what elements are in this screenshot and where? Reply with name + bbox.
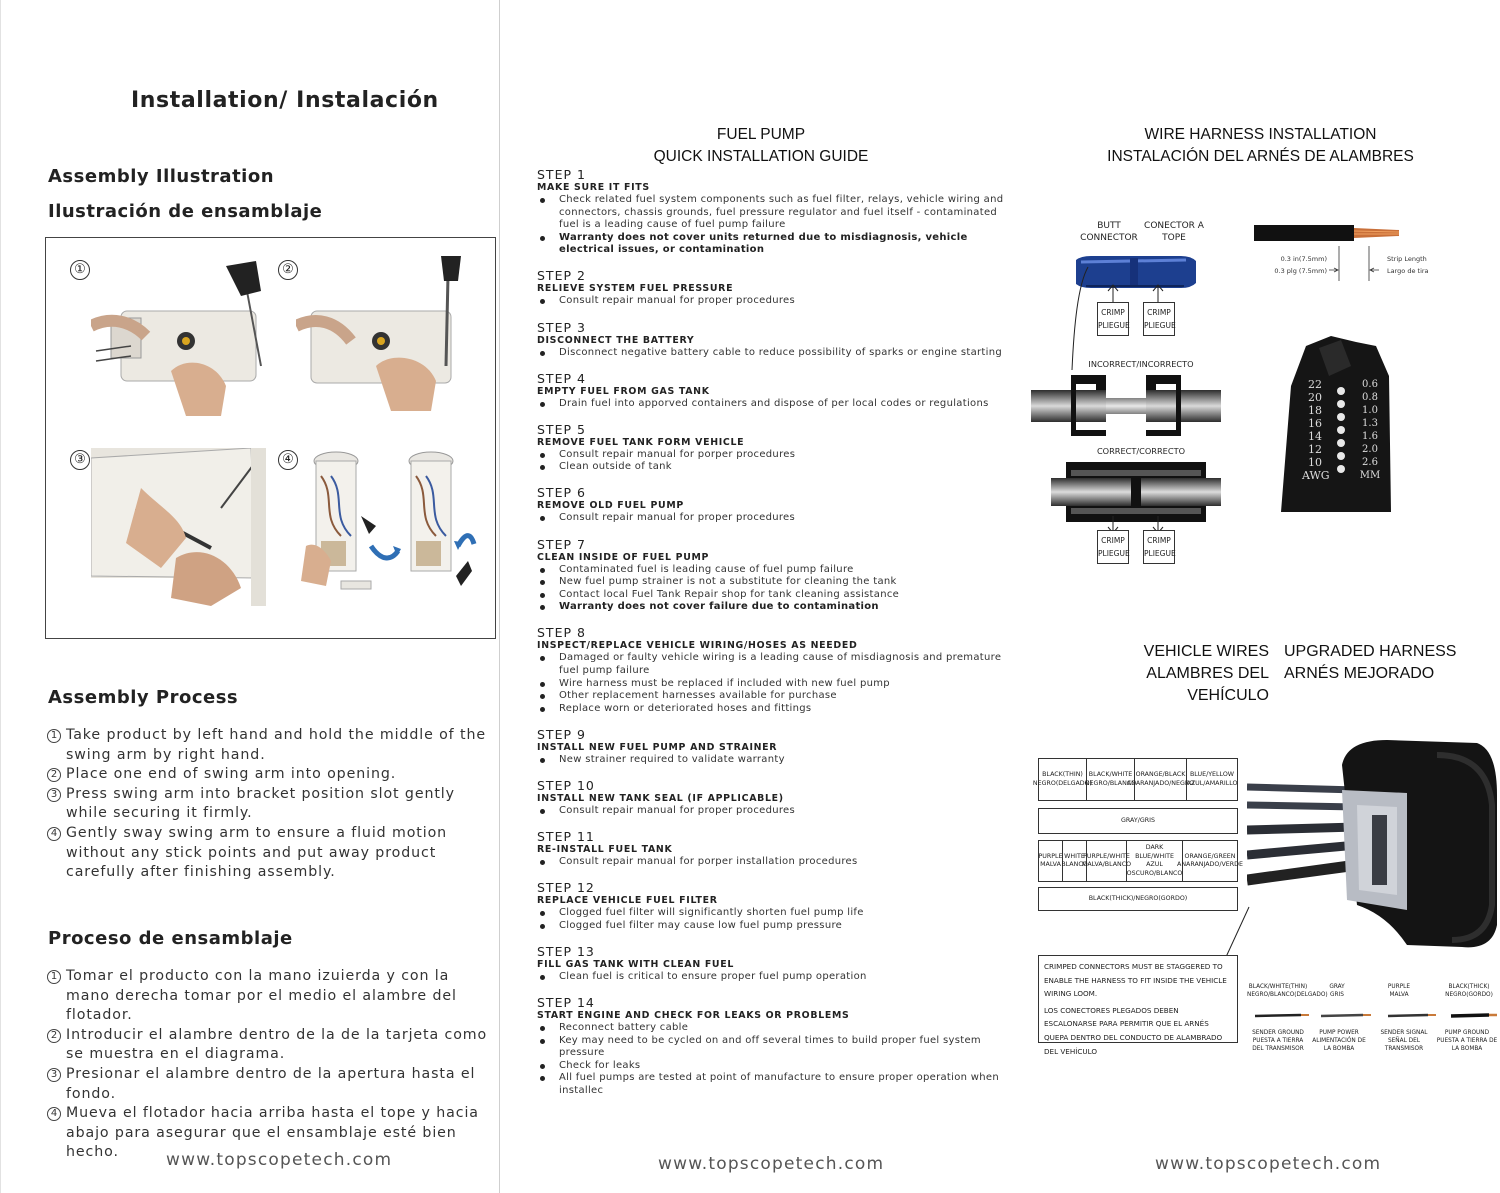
step-heading: DISCONNECT THE BATTERY [537, 334, 695, 346]
install-step [537, 625, 1017, 715]
proceso-heading: Proceso de ensamblaje [48, 928, 293, 949]
step-bullet: Consult repair manual for proper procedures [537, 295, 1017, 308]
step-bullet: Clogged fuel filter will significantly shorten fuel pump life [537, 907, 1017, 920]
proceso-list [47, 967, 497, 1163]
wire-sample-desc-3: SENDER SIGNAL SEÑAL DEL TRANSMISOR [1380, 1030, 1428, 1052]
process-es-item-3: 3 Presionar el alambre dentro de la apertura hasta el fondo. [47, 1065, 497, 1104]
step-heading: INSPECT/REPLACE VEHICLE WIRING/HOSES AS NEEDED [537, 640, 858, 652]
wire-sample-label-2: GRAY GRIS [1329, 984, 1345, 998]
wire-cell: ORANGE/BLACK ANARANJADO/NEGRO [1135, 759, 1187, 800]
illustration-step-1: ① [70, 260, 90, 280]
staggered-note-box: CRIMPED CONNECTORS MUST BE STAGGERED TO ENABLE THE HARNESS TO FIT INSIDE THE VEHICLE WIRING LOOM. LOS CONECTORES PLEGADOS DEBEN ESCALONARSE PARA PERMITIR QUE EL ARNÉS QUEPA DENTRO DEL CONDUCTO DE ALAMBRADO DEL VEHÍCULO [1038, 955, 1238, 1043]
step-label: STEP 10 [537, 777, 595, 793]
step-bullet: Check for leaks [537, 1060, 1017, 1073]
illustration-step-4: ④ [278, 450, 298, 470]
installation-title: Installation/ Instalación [131, 88, 439, 113]
step-heading: MAKE SURE IT FITS [537, 182, 650, 193]
install-step [537, 880, 1017, 932]
assembly-photo-3 [91, 448, 266, 606]
note-leader-line [1221, 905, 1251, 960]
wire-cell: GRAY/GRIS [1121, 816, 1155, 824]
guide-title-line1: FUEL PUMP [716, 126, 806, 143]
step-bullet: Damaged or faulty vehicle wiring is a leading cause of misdiagnosis and premature fuel pump failure [537, 652, 1017, 677]
process-es-item-1: 1 Tomar el producto con la mano izuierda y con la mano derecha tomar por el medio el alambre del flotador. [47, 967, 497, 1026]
step-bullet: Consult repair manual for porper procedures [537, 449, 1017, 462]
install-step [537, 422, 1017, 474]
step-heading: INSTALL NEW FUEL PUMP AND STRAINER [537, 741, 778, 753]
process-en-item-3: 3 Press swing arm into bracket position slot gently while securing it firmly. [47, 785, 497, 824]
wire-cell: BLACK(THICK)/NEGRO(GORDO) [1088, 894, 1188, 902]
install-step [537, 995, 1017, 1098]
guide-title-line2: QUICK INSTALLATION GUIDE [653, 148, 869, 165]
step-bullet: Warranty does not cover failure due to contamination [537, 601, 1017, 614]
stripped-wire-icon [1254, 222, 1404, 244]
step-heading: INSTALL NEW TANK SEAL (IF APPLICABLE) [537, 792, 784, 804]
wire-sample-label-3: PURPLE MALVA [1387, 984, 1411, 998]
wire-cell: DARK BLUE/WHITE AZUL OSCURO/BLANCO [1127, 841, 1183, 881]
install-step [537, 778, 1017, 818]
step-label: STEP 14 [537, 994, 595, 1010]
wire-samples-icon [1253, 1006, 1498, 1026]
step-bullet: Contact local Fuel Tank Repair shop for tank cleaning assistance [537, 589, 1017, 602]
strip-length-text: Strip Length Largo de tira [1387, 255, 1429, 275]
step-heading: REMOVE FUEL TANK FORM VEHICLE [537, 436, 745, 448]
wire-cell: PURPLE MALVA [1039, 841, 1063, 881]
step-label: STEP 6 [537, 485, 586, 501]
step-heading: FILL GAS TANK WITH CLEAN FUEL [537, 958, 735, 970]
step-label: STEP 12 [537, 880, 595, 896]
incorrect-label: INCORRECT/INCORRECTO [1088, 359, 1194, 369]
footer-url-right: www.topscopetech.com [1155, 1154, 1382, 1174]
step-bullet: Wire harness must be replaced if included with new fuel pump [537, 678, 1017, 691]
process-en-item-4: 4 Gently sway swing arm to ensure a fluid motion without any stick points and put away product carefully after finishing assembly. [47, 824, 497, 883]
assembly-photo-2 [296, 256, 476, 416]
butt-connector-label: BUTT CONNECTOR [1080, 221, 1138, 243]
install-step [537, 727, 1017, 767]
assembly-illustration-heading: Assembly Illustration [48, 166, 275, 187]
step-bullet: Other replacement harnesses available for purchase [537, 690, 1017, 703]
wire-sample-label-1: BLACK/WHITE(THIN) NEGRO/BLANCO(DELGADO) [1247, 984, 1328, 998]
step-bullet: Disconnect negative battery cable to reduce possibility of sparks or engine starting [537, 347, 1017, 360]
step-heading: RE-INSTALL FUEL TANK [537, 844, 673, 856]
assembly-process-list [47, 726, 497, 883]
step-label: STEP 2 [537, 268, 586, 284]
step-heading: REPLACE VEHICLE FUEL FILTER [537, 895, 718, 907]
quick-guide-panel [501, 0, 1021, 1193]
strip-measure-text: 0.3 in(7.5mm) 0.3 plg (7.5mm) [1274, 255, 1327, 275]
crimp-box-2: CRIMP PLIEGUE [1143, 302, 1175, 336]
wire-sample-label-4: BLACK(THICK) NEGRO(GORDO) [1445, 984, 1493, 998]
wire-sample-desc-4: PUMP GROUND PUESTA A TIERRA DE LA BOMBA [1436, 1030, 1498, 1052]
step-bullet: Consult repair manual for proper procedures [537, 805, 1017, 818]
process-es-item-4: 4 Mueva el flotador hacia arriba hasta el tope y hacia abajo para asegurar que el ensamblaje esté bien hecho. [47, 1104, 497, 1163]
step-label: STEP 1 [537, 167, 586, 182]
step-heading: REMOVE OLD FUEL PUMP [537, 500, 684, 512]
upgraded-harness-title: UPGRADED HARNESS ARNÉS MEJORADO [1284, 643, 1457, 682]
correct-label: CORRECT/CORRECTO [1096, 446, 1186, 456]
conector-a-tope-label: CONECTOR A TOPE [1144, 221, 1204, 243]
install-step [537, 320, 1017, 360]
crimp-box-3: CRIMP PLIEGUE [1097, 530, 1129, 564]
install-step [537, 167, 1017, 257]
step-bullet: All fuel pumps are tested at point of manufacture to ensure proper operation when installec [537, 1072, 1017, 1097]
step-bullet: Clean fuel is critical to ensure proper fuel pump operation [537, 971, 1017, 984]
footer-url-left: www.topscopetech.com [166, 1150, 393, 1170]
install-step [537, 944, 1017, 984]
wire-row-2 [1038, 808, 1238, 834]
step-bullet: Clogged fuel filter may cause low fuel pump pressure [537, 920, 1017, 933]
step-heading: EMPTY FUEL FROM GAS TANK [537, 385, 710, 397]
step-heading: CLEAN INSIDE OF FUEL PUMP [537, 551, 710, 563]
step-bullet: Warranty does not cover units returned due to misdiagnosis, vehicle electrical issues, or contamination [537, 232, 1017, 257]
step-bullet: New fuel pump strainer is not a substitute for cleaning the tank [537, 576, 1017, 589]
step-bullet: New strainer required to validate warranty [537, 754, 1017, 767]
installation-panel [0, 0, 500, 1193]
wire-cell: ORANGE/GREEN ANARANJADO/VERDE [1177, 852, 1243, 868]
step-bullet: Check related fuel system components such as fuel filter, relays, vehicle wiring and connectors, chassis grounds, fuel pressure regulator and fuel itself - contaminated fuel is a leading cause of fuel pump failure [537, 194, 1017, 232]
mm-scale: 0.6 0.8 1.0 1.3 1.6 2.0 2.6 MM [1359, 379, 1381, 481]
step-heading: START ENGINE AND CHECK FOR LEAKS OR PROBLEMS [537, 1009, 850, 1021]
harness-connector-photo [1247, 735, 1500, 960]
process-es-item-2: 2 Introducir el alambre dentro de la de la tarjeta como se muestra en el diagrama. [47, 1026, 497, 1065]
vehicle-wires-title: VEHICLE WIRES ALAMBRES DEL VEHÍCULO [1143, 643, 1269, 704]
step-bullet: Consult repair manual for proper procedures [537, 512, 1017, 525]
assembly-illustration-box [45, 237, 496, 639]
step-label: STEP 5 [537, 421, 586, 437]
wire-cell: BLACK/WHITE NEGRO/BLANCO [1087, 759, 1135, 800]
step-bullet: Contaminated fuel is leading cause of fuel pump failure [537, 564, 1017, 577]
wire-stripper-tool-icon [1271, 336, 1411, 516]
illustration-step-2: ② [278, 260, 298, 280]
crimp-box-4: CRIMP PLIEGUE [1143, 530, 1175, 564]
step-label: STEP 11 [537, 829, 595, 845]
wire-harness-title-line2: INSTALACIÓN DEL ARNÉS DE ALAMBRES [1107, 148, 1414, 165]
assembly-photo-4 [301, 446, 481, 606]
wire-cell: BLACK(THIN) NEGRO(DELGADO) [1039, 759, 1087, 800]
install-step [537, 829, 1017, 869]
crimp-arrows-top [1096, 282, 1176, 302]
wire-sample-desc-1: SENDER GROUND PUESTA A TIERRA DEL TRANSMISOR [1252, 1030, 1304, 1052]
wire-sample-desc-2: PUMP POWER ALIMENTACIÓN DE LA BOMBA [1312, 1030, 1366, 1052]
step-bullet: Replace worn or deteriorated hoses and fittings [537, 703, 1017, 716]
ilustracion-heading: Ilustración de ensamblaje [48, 201, 323, 222]
wire-cell: BLUE/YELLOW AZUL/AMARILLO [1186, 771, 1238, 787]
footer-url-middle: www.topscopetech.com [658, 1154, 885, 1174]
strip-length-markers [1321, 246, 1381, 281]
step-label: STEP 7 [537, 536, 586, 552]
process-en-item-2: 2 Place one end of swing arm into opening. [47, 765, 497, 785]
step-bullet: Consult repair manual for porper installation procedures [537, 856, 1017, 869]
step-label: STEP 3 [537, 319, 586, 335]
step-label: STEP 4 [537, 370, 586, 386]
wire-row-3 [1038, 840, 1243, 882]
process-en-item-1: 1 Take product by left hand and hold the middle of the swing arm by right hand. [47, 726, 497, 765]
step-label: STEP 13 [537, 943, 595, 959]
assembly-process-heading: Assembly Process [48, 687, 239, 708]
step-label: STEP 8 [537, 625, 586, 641]
assembly-photo-1 [91, 256, 271, 416]
step-heading: RELIEVE SYSTEM FUEL PRESSURE [537, 283, 734, 295]
awg-scale: 22 20 18 16 14 12 10 AWG [1302, 378, 1330, 482]
wire-cell: WHITE BLANCO [1063, 841, 1087, 881]
illustration-step-3: ③ [70, 450, 90, 470]
crimp-box-1: CRIMP PLIEGUE [1097, 302, 1129, 336]
step-bullet: Clean outside of tank [537, 461, 1017, 474]
install-step [537, 268, 1017, 308]
install-step [537, 537, 1017, 614]
steps-list [537, 167, 1017, 1109]
step-label: STEP 9 [537, 726, 586, 742]
install-step [537, 485, 1017, 525]
wire-row-4 [1038, 887, 1238, 911]
step-bullet: Drain fuel into apporved containers and dispose of per local codes or regulations [537, 398, 1017, 411]
step-bullet: Reconnect battery cable [537, 1022, 1017, 1035]
install-step [537, 371, 1017, 411]
wire-cell: PURPLE/WHITE MALVA/BLANCO [1087, 841, 1127, 881]
incorrect-crimp-diagram [1031, 370, 1221, 440]
step-bullet: Key may need to be cycled on and off several times to build proper fuel system pressure [537, 1035, 1017, 1060]
wire-harness-title-line1: WIRE HARNESS INSTALLATION [1144, 126, 1377, 143]
wire-row-1 [1032, 758, 1238, 801]
